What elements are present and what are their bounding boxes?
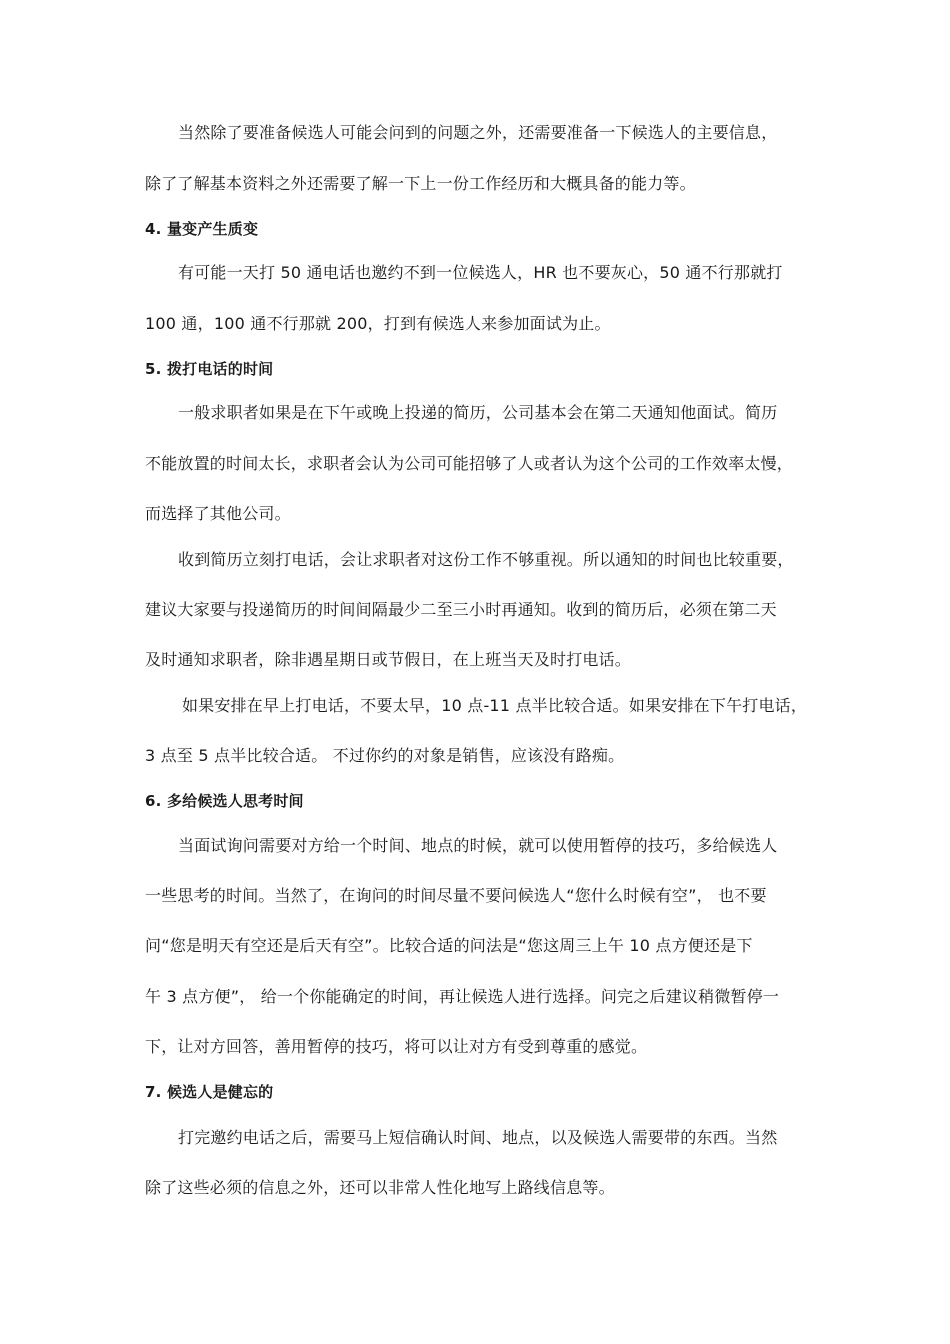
section-heading: 6. 多给候选人思考时间 [145,792,304,810]
paragraph-line: 一些思考的时间。当然了，在询问的时间尽量不要问候选人“您什么时候有空”， 也不要 [145,886,767,905]
paragraph-line: 除了这些必须的信息之外，还可以非常人性化地写上路线信息等。 [145,1178,615,1197]
paragraph-line: 建议大家要与投递简历的时间间隔最少二至三小时再通知。收到的简历后，必须在第二天 [145,600,777,619]
paragraph-line: 当面试询问需要对方给一个时间、地点的时候，就可以使用暂停的技巧，多给候选人 [178,836,778,855]
paragraph-line: 100 通，100 通不行那就 200，打到有候选人来参加面试为止。 [145,314,611,333]
paragraph-line: 有可能一天打 50 通电话也邀约不到一位候选人，HR 也不要灰心，50 通不行那就打 [178,263,783,282]
paragraph-line: 下，让对方回答，善用暂停的技巧，将可以让对方有受到尊重的感觉。 [145,1037,648,1056]
paragraph-line: 一般求职者如果是在下午或晚上投递的简历，公司基本会在第二天通知他面试。简历 [178,403,778,422]
paragraph-line: 收到简历立刻打电话，会让求职者对这份工作不够重视。所以通知的时间也比较重要， [178,550,794,569]
paragraph-line: 除了了解基本资料之外还需要了解一下上一份工作经历和大概具备的能力等。 [145,174,696,193]
paragraph-line: 打完邀约电话之后，需要马上短信确认时间、地点，以及候选人需要带的东西。当然 [178,1128,778,1147]
paragraph-line: 及时通知求职者，除非遇星期日或节假日，在上班当天及时打电话。 [145,650,632,669]
paragraph-line: 3 点至 5 点半比较合适。 不过你约的对象是销售，应该没有路痴。 [145,746,625,765]
paragraph-line: 当然除了要准备候选人可能会问到的问题之外，还需要准备一下候选人的主要信息， [178,123,778,142]
paragraph-line: 如果安排在早上打电话，不要太早，10 点-11 点半比较合适。如果安排在下午打电话， [182,696,808,715]
paragraph-line: 午 3 点方便”， 给一个你能确定的时间，再让候选人进行选择。问完之后建议稍微暂停一 [145,987,780,1006]
paragraph-line: 问“您是明天有空还是后天有空”。比较合适的问法是“您这周三上午 10 点方便还是下 [145,936,753,955]
paragraph-line: 不能放置的时间太长，求职者会认为公司可能招够了人或者认为这个公司的工作效率太慢， [145,454,794,473]
section-heading: 5. 拨打电话的时间 [145,360,274,378]
paragraph-line: 而选择了其他公司。 [145,504,291,523]
section-heading: 7. 候选人是健忘的 [145,1083,274,1101]
section-heading: 4. 量变产生质变 [145,220,259,238]
